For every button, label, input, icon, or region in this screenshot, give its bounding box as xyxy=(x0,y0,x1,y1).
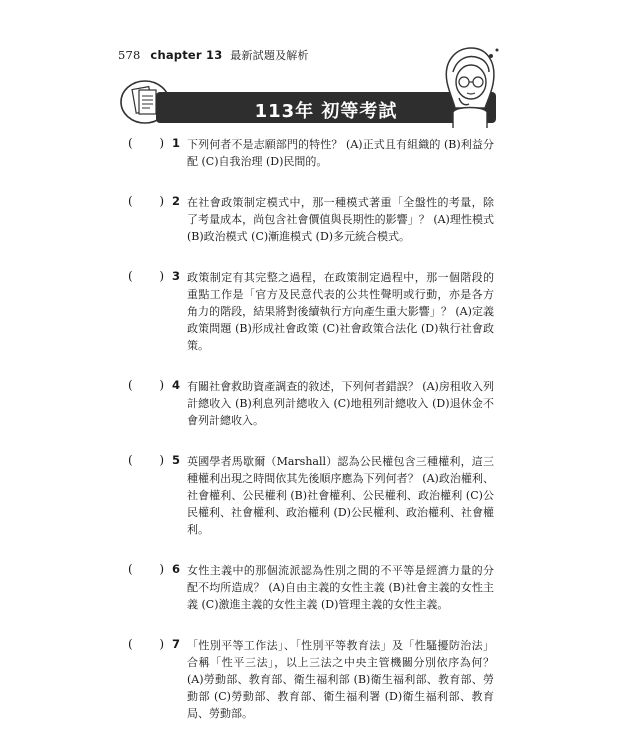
answer-blank xyxy=(128,378,164,392)
question-text: 英國學者馬歇爾（Marshall）認為公民權包含三種權利，這三種權利出現之時間依其先後順序應為下列何者？ (A)政治權利、社會權利、公民權利 (B)社會權利、公民權利、政治權利 (C)公民權利、社會權利、政治權利 (D)公民權利、政治權利、社會權利。 xyxy=(187,455,494,536)
answer-paren-close: ) xyxy=(159,194,164,208)
section-title: 113年 初等考試 xyxy=(254,101,398,122)
answer-blank xyxy=(128,269,164,283)
answer-paren-close: ) xyxy=(159,453,164,467)
question-text: 政策制定有其完整之過程，在政策制定過程中，那一個階段的重點工作是「官方及民意代表的公共性聲明或行動，亦是各方角力的階段，結果將對後續執行方向產生重大影響」？ (A)定義政策問題 (B)形成社會政策 (C)社會政策合法化 (D)執行社會政策。 xyxy=(187,271,494,352)
question-number: 7 xyxy=(172,637,181,651)
answer-paren-close: ) xyxy=(159,562,164,576)
question-item xyxy=(118,269,494,354)
question-list xyxy=(118,136,494,746)
page-number: 578 xyxy=(118,48,141,62)
answer-paren-open: ( xyxy=(128,194,133,208)
answer-paren-open: ( xyxy=(128,637,133,651)
answer-paren-open: ( xyxy=(128,378,133,392)
question-item xyxy=(118,453,494,538)
answer-paren-open: ( xyxy=(128,562,133,576)
question-item xyxy=(118,136,494,170)
question-number: 6 xyxy=(172,562,181,576)
answer-paren-close: ) xyxy=(159,378,164,392)
chapter-title: 最新試題及解析 xyxy=(230,49,309,62)
question-number: 5 xyxy=(172,453,181,467)
thinking-girl-illustration xyxy=(435,42,505,128)
answer-paren-open: ( xyxy=(128,453,133,467)
answer-blank xyxy=(128,194,164,208)
answer-paren-close: ) xyxy=(159,136,164,150)
chapter-label: chapter 13 xyxy=(150,48,223,62)
question-item xyxy=(118,378,494,429)
question-text: 「性別平等工作法」、「性別平等教育法」及「性騷擾防治法」合稱「性平三法」，以上三法之中央主管機關分別依序為何？ (A)勞動部、教育部、衛生福利部 (B)衛生福利部、教育部、勞動部 (C)勞動部、教育部、衛生福利署 (D)衛生福利部、教育局、勞動部。 xyxy=(187,639,494,720)
answer-blank xyxy=(128,453,164,467)
answer-paren-close: ) xyxy=(159,637,164,651)
answer-blank xyxy=(128,637,164,651)
question-number: 2 xyxy=(172,194,181,208)
answer-paren-close: ) xyxy=(159,269,164,283)
question-text: 下列何者不是志願部門的特性？ (A)正式且有組織的 (B)利益分配 (C)自我治理 (D)民間的。 xyxy=(187,138,494,168)
question-item xyxy=(118,562,494,613)
question-text: 在社會政策制定模式中，那一種模式著重「全盤性的考量，除了考量成本，尚包含社會價值與長期性的影響」？ (A)理性模式 (B)政治模式 (C)漸進模式 (D)多元統合模式。 xyxy=(187,196,494,243)
answer-paren-open: ( xyxy=(128,136,133,150)
question-item xyxy=(118,637,494,722)
answer-blank xyxy=(128,136,164,150)
answer-blank xyxy=(128,562,164,576)
question-text: 女性主義中的那個流派認為性別之間的不平等是經濟力量的分配不均所造成？ (A)自由主義的女性主義 (B)社會主義的女性主義 (C)激進主義的女性主義 (D)管理主義的女性主義。 xyxy=(187,564,494,611)
question-number: 1 xyxy=(172,136,181,150)
running-head xyxy=(118,47,309,63)
question-text: 有關社會救助資產調查的敘述，下列何者錯誤？ (A)房租收入列計總收入 (B)利息列計總收入 (C)地租列計總收入 (D)退休金不會列計總收入。 xyxy=(187,380,494,427)
question-item xyxy=(118,194,494,245)
answer-paren-open: ( xyxy=(128,269,133,283)
question-number: 4 xyxy=(172,378,181,392)
question-number: 3 xyxy=(172,269,181,283)
